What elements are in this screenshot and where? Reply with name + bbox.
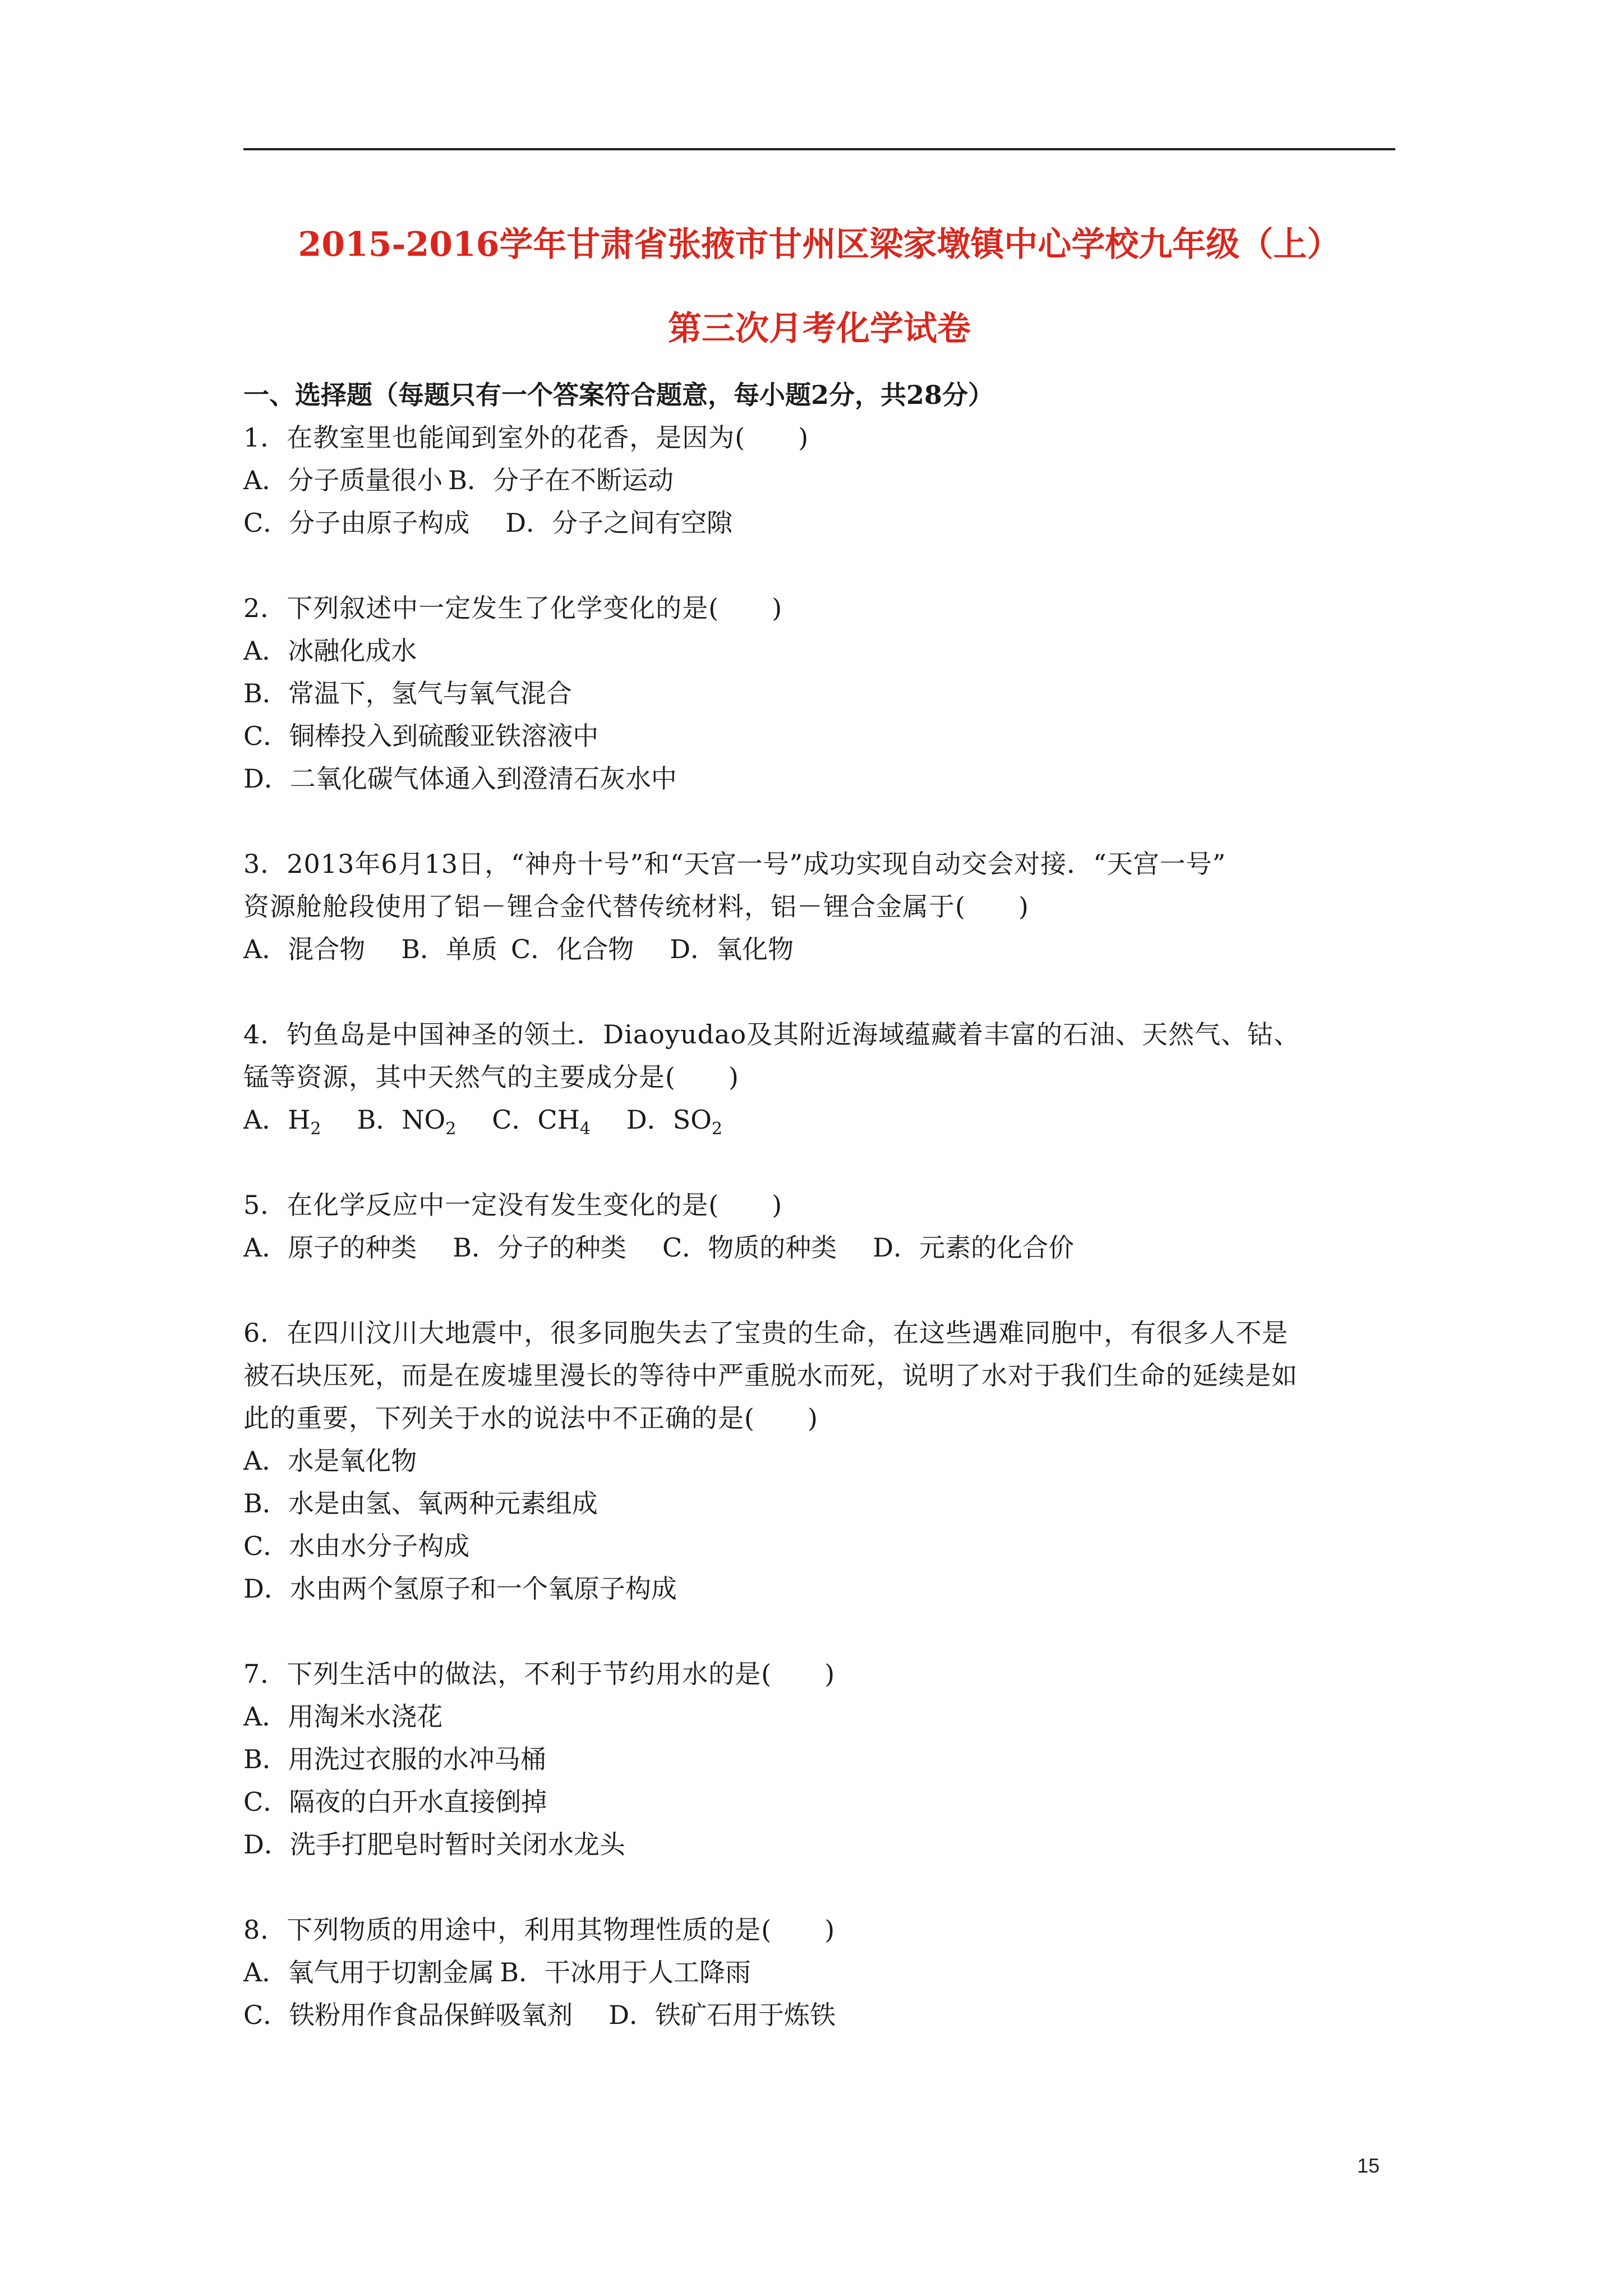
option-row [243,1738,1395,1780]
question-text: 1．在教室里也能闻到室外的花香，是因为( ) [243,422,809,453]
option-row [243,1780,1395,1823]
option: C．物质的种类 [662,1232,837,1263]
exam-content [243,374,1395,2036]
option: C．水由水分子构成 [243,1531,470,1561]
option: D．元素的化合价 [873,1232,1075,1263]
option: A．冰融化成水 [243,636,417,666]
question-4 [243,1013,1395,1141]
option-row [243,501,1395,544]
question-5 [243,1184,1395,1269]
option-row [243,1823,1395,1866]
question-text: 7．下列生活中的做法，不利于节约用水的是( ) [243,1659,836,1689]
question-text: 此的重要，下列关于水的说法中不正确的是( ) [243,1403,818,1433]
question-text: 8．下列物质的用途中，利用其物理性质的是( ) [243,1915,836,1945]
option: A．用淘米水浇花 [243,1701,443,1732]
option: B．干冰用于人工降雨 [500,1957,751,1987]
option-row [243,1098,1395,1141]
option: D．氧化物 [670,934,794,964]
option-row [243,928,1395,970]
question-8 [243,1908,1395,2036]
option: C．分子由原子构成 [243,508,470,538]
option-row [243,1482,1395,1525]
question-text: 3．2013年6月13日，“神舟十号”和“天宫一号”成功实现自动交会对接．“天宫一号” [243,849,1227,879]
option: B．水是由氢、氧两种元素组成 [243,1488,598,1519]
option-row [243,1994,1395,2036]
header-rule [243,148,1395,150]
option-d: D．$SO_2$ [626,1105,723,1139]
option-row [243,1951,1395,1994]
option-row [243,1439,1395,1482]
question-2 [243,587,1395,800]
option: D．水由两个氢原子和一个氧原子构成 [243,1573,677,1604]
option: D．洗手打肥皂时暂时关闭水龙头 [243,1829,625,1860]
question-text: 资源舱舱段使用了铝－锂合金代替传统材料，铝－锂合金属于( ) [243,891,1029,922]
option: A．原子的种类 [243,1232,417,1263]
option: B．分子在不断运动 [448,465,674,495]
option-row [243,629,1395,672]
option: B．常温下，氢气与氧气混合 [243,678,572,708]
option-row [243,715,1395,757]
section-heading: 一、选择题（每题只有一个答案符合题意，每小题2分，共28分） [243,380,994,410]
question-7 [243,1653,1395,1866]
option-row [243,757,1395,800]
option: A．水是氧化物 [243,1446,417,1476]
option: C．隔夜的白开水直接倒掉 [243,1787,547,1817]
option: B．单质 [401,934,498,964]
option: C．化合物 [511,934,634,964]
question-3 [243,843,1395,970]
option-row [243,459,1395,501]
question-text: 6．在四川汶川大地震中，很多同胞失去了宝贵的生命，在这些遇难同胞中，有很多人不是 [243,1318,1289,1348]
question-6 [243,1312,1395,1610]
option: B．分子的种类 [453,1232,627,1263]
question-text: 5．在化学反应中一定没有发生变化的是( ) [243,1190,783,1220]
option: D．分子之间有空隙 [505,508,733,538]
option-a: A．$H_2$ [243,1105,321,1139]
question-text: 被石块压死，而是在废墟里漫长的等待中严重脱水而死，说明了水对于我们生命的延续是如 [243,1360,1298,1391]
title-line-2: 第三次月考化学试卷 [668,309,971,348]
option: A．混合物 [243,934,366,964]
question-text: 锰等资源，其中天然气的主要成分是( ) [243,1062,739,1092]
option: D．二氧化碳气体通入到澄清石灰水中 [243,763,677,794]
option: A．氧气用于切割金属 [243,1957,495,1987]
option: B．用洗过衣服的水冲马桶 [243,1744,546,1774]
option-row [243,1226,1395,1269]
option-row [243,1567,1395,1610]
option-b: B．$NO_2$ [357,1105,457,1139]
option: C．铁粉用作食品保鲜吸氧剂 [243,2000,573,2030]
option-row [243,1695,1395,1738]
option: C．铜棒投入到硫酸亚铁溶液中 [243,721,599,751]
question-text: 4．钓鱼岛是中国神圣的领土．Diaoyudao及其附近海域蕴藏着丰富的石油、天然气、钴、 [243,1019,1301,1050]
option: A．分子质量很小 [243,465,443,495]
question-1 [243,416,1395,544]
option-c: C．$CH_4$ [492,1105,591,1139]
option-row [243,1525,1395,1567]
option-row [243,672,1395,715]
page-number: 15 [1357,2154,1380,2177]
question-text: 2．下列叙述中一定发生了化学变化的是( ) [243,593,783,623]
option: D．铁矿石用于炼铁 [608,2000,836,2030]
title-line-1: 2015-2016学年甘肃省张掖市甘州区梁家墩镇中心学校九年级（上） [298,225,1341,264]
